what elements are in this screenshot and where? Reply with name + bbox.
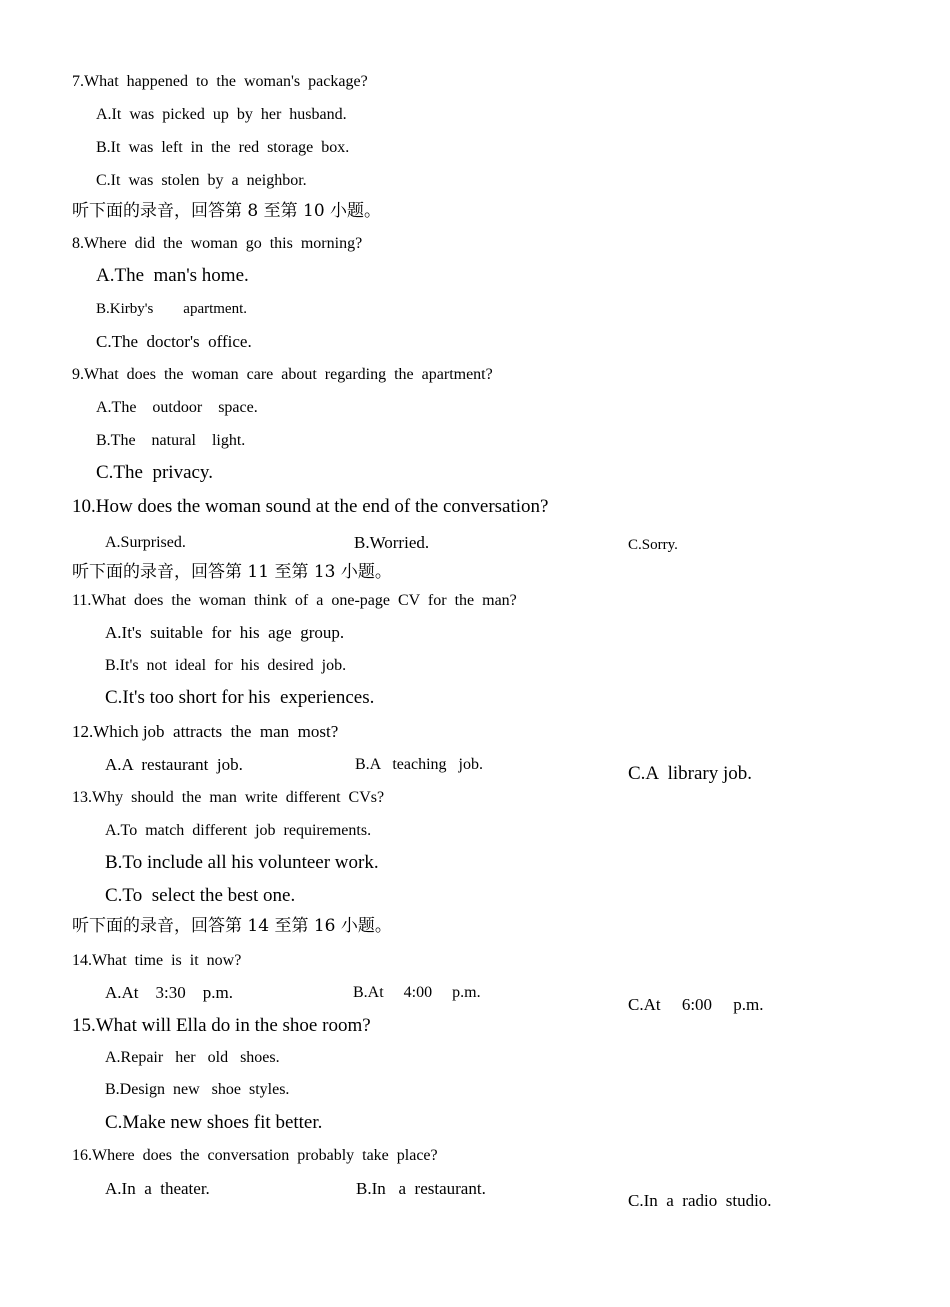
q7-question: 7.What happened to the woman's package? <box>72 73 368 90</box>
q11-option-a: A.It's suitable for his age group. <box>105 623 345 642</box>
q16-option-a: A.In a theater. <box>105 1179 210 1198</box>
q14-option-c: C.At 6:00 p.m. <box>628 995 764 1014</box>
q11-option-b: B.It's not ideal for his desired job. <box>105 657 347 674</box>
q12-option-a: A.A restaurant job. <box>105 755 243 774</box>
q10-option-a: A.Surprised. <box>105 534 186 551</box>
section-heading-8-10: 听下面的录音，回答第 8 至第 10 小题。 <box>72 201 382 221</box>
q16-question: 16.Where does the conversation probably take place? <box>72 1147 438 1164</box>
q15-option-b: B.Design new shoe styles. <box>105 1081 290 1098</box>
q7-option-c: C.It was stolen by a neighbor. <box>96 172 307 189</box>
q7-option-b: B.It was left in the red storage box. <box>96 139 350 156</box>
q16-option-c: C.In a radio studio. <box>628 1191 772 1210</box>
q13-option-a: A.To match different job requirements. <box>105 822 372 839</box>
q7-option-a: A.It was picked up by her husband. <box>96 106 347 123</box>
q13-question: 13.Why should the man write different CVs? <box>72 789 385 806</box>
q12-option-c: C.A library job. <box>628 763 753 784</box>
q9-option-b: B.The natural light. <box>96 432 246 449</box>
q11-option-c: C.It's too short for his experiences. <box>105 687 375 708</box>
q12-question: 12.Which job attracts the man most? <box>72 722 339 741</box>
q13-option-c: C.To select the best one. <box>105 885 296 906</box>
q8-option-a: A.The man's home. <box>96 265 249 286</box>
section-heading-14-16: 听下面的录音，回答第 14 至第 16 小题。 <box>72 916 392 936</box>
q8-question: 8.Where did the woman go this morning? <box>72 235 363 252</box>
q10-option-c: C.Sorry. <box>628 537 678 553</box>
q9-question: 9.What does the woman care about regarding the apartment? <box>72 366 493 383</box>
q13-option-b: B.To include all his volunteer work. <box>105 852 379 873</box>
q14-option-b: B.At 4:00 p.m. <box>353 984 481 1001</box>
q8-option-b: B.Kirby's apartment. <box>96 301 248 317</box>
q9-option-a: A.The outdoor space. <box>96 399 258 416</box>
q11-question: 11.What does the woman think of a one-page CV for the man? <box>72 592 517 609</box>
q12-option-b: B.A teaching job. <box>355 756 483 773</box>
q14-option-a: A.At 3:30 p.m. <box>105 983 233 1002</box>
q15-option-a: A.Repair her old shoes. <box>105 1049 280 1066</box>
q15-option-c: C.Make new shoes fit better. <box>105 1112 323 1133</box>
section-heading-11-13: 听下面的录音，回答第 11 至第 13 小题。 <box>72 562 392 582</box>
q10-question: 10.How does the woman sound at the end of the conversation? <box>72 496 549 517</box>
q10-option-b: B.Worried. <box>354 533 430 552</box>
q14-question: 14.What time is it now? <box>72 952 242 969</box>
q8-option-c: C.The doctor's office. <box>96 332 252 351</box>
q9-option-c: C.The privacy. <box>96 462 213 483</box>
q16-option-b: B.In a restaurant. <box>356 1179 486 1198</box>
q15-question: 15.What will Ella do in the shoe room? <box>72 1015 371 1036</box>
